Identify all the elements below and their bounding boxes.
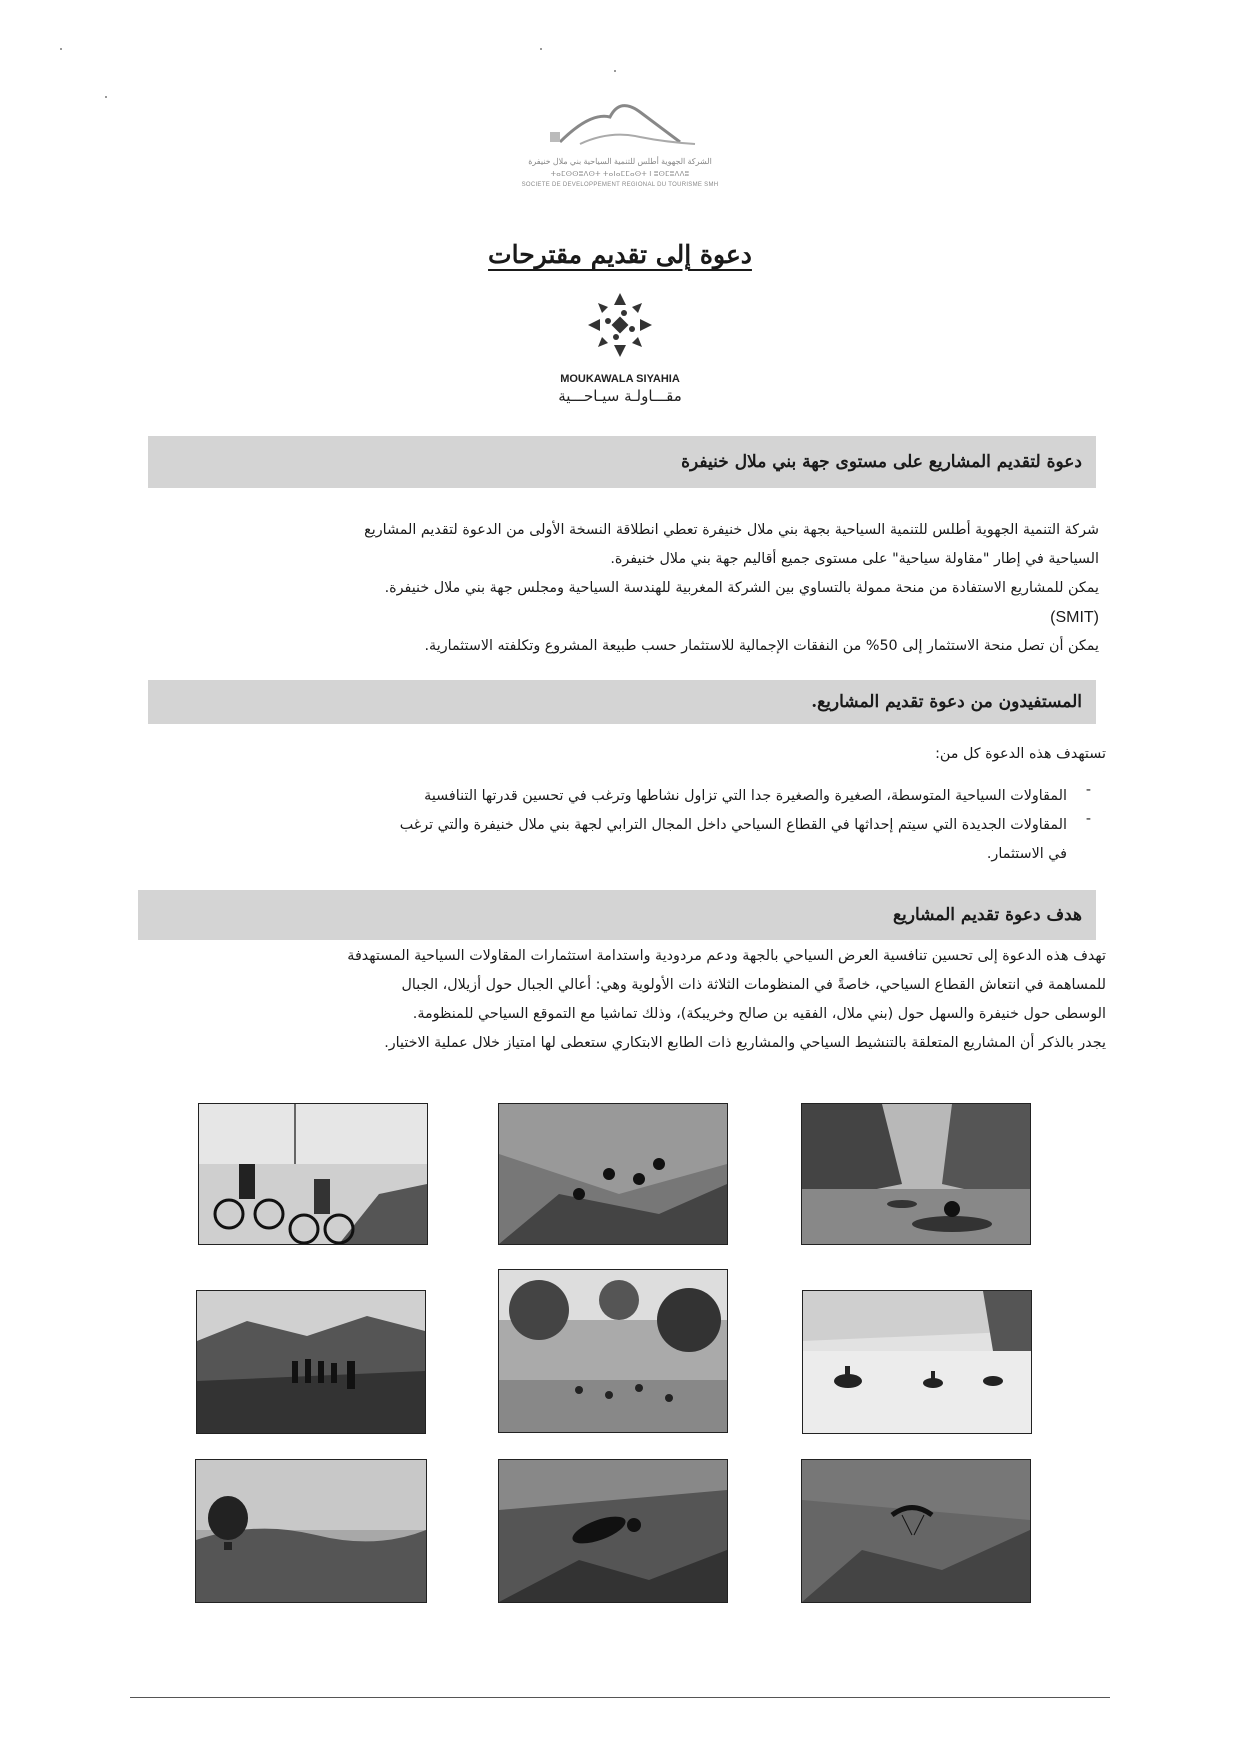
scan-speck: [105, 96, 107, 98]
section-heading-objective: هدف دعوة تقديم المشاريع: [892, 905, 1082, 925]
intro-line: شركة التنمية الجهوية أطلس للتنمية السياحية بجهة بني ملال خنيفرة تعطي انطلاقة النسخة الأولى من الدعوة لتقديم المشاريع: [364, 522, 1099, 538]
logo-line-ar: الشركة الجهوية أطلس للتنمية السياحية بني ملال خنيفرة: [528, 157, 712, 166]
bullet-text: في الاستثمار.: [986, 846, 1067, 862]
cave-diving-photo: [498, 1459, 728, 1603]
organization-logo: [520, 92, 720, 212]
scan-speck: [614, 70, 616, 72]
section-heading-beneficiaries: المستفيدون من دعوة تقديم المشاريع.: [811, 692, 1082, 712]
objective-line: للمساهمة في انتعاش القطاع السياحي، خاصةً في المنظومات الثلاثة ذات الأولوية وهي: أعالي الجبال حول أزيلال، الجبال: [401, 977, 1106, 993]
list-item: [141, 811, 1091, 871]
section-heading-band: [138, 890, 1096, 940]
section-heading-band: [148, 436, 1096, 488]
bullet-text: المقاولات الجديدة التي سيتم إحداثها في القطاع السياحي داخل المجال الترابي لجهة بني ملال خنيفرة والتي ترغب: [399, 817, 1067, 833]
canyoning-photo: [498, 1103, 728, 1245]
bullet-dash: -: [1085, 782, 1091, 798]
footer-divider: [130, 1697, 1110, 1698]
objective-line: يجدر بالذكر أن المشاريع المتعلقة بالتنشيط السياحي والمشاريع ذات الطابع الابتكاري ستعطى لها امتياز خلال عملية الاختيار.: [384, 1035, 1106, 1051]
objective-line: الوسطى حول خنيفرة والسهل حول (بني ملال، الفقيه بن صالح وخريبكة)، وذلك تماشيا مع التموقع السياحي للمنظومة.: [412, 1006, 1106, 1022]
intro-line-smit: (SMIT): [1050, 609, 1099, 626]
brand-name: MOUKAWALA SIYAHIA: [560, 373, 680, 385]
scan-speck: [60, 48, 62, 50]
horse-riding-photo: [802, 1290, 1032, 1434]
moukawala-siyahia-logo: [560, 285, 680, 355]
bullet-dash: -: [1085, 811, 1091, 827]
hiking-group-photo: [196, 1290, 426, 1434]
paragliding-photo: [801, 1459, 1031, 1603]
cycling-photo: [198, 1103, 428, 1245]
beneficiaries-intro: [406, 740, 1106, 769]
objective-line: تهدف هذه الدعوة إلى تحسين تنافسية العرض السياحي بالجهة ودعم مردودية واستدامة استثمارات المقاولات السياحية المستهدفة: [347, 948, 1106, 964]
waterfall-park-photo: [498, 1269, 728, 1433]
bullet-text: المقاولات السياحية المتوسطة، الصغيرة والصغيرة جدا التي تزاول نشاطها وترغب في تحسين قدرتها التنافسية: [424, 788, 1067, 804]
section-heading-intro: دعوة لتقديم المشاريع على مستوى جهة بني ملال خنيفرة: [681, 452, 1082, 472]
logo-line-tifinagh: ⵜⴰⵎⵙⵙⵓⴷⵙⵜ ⵜⴰⵏⴰⵎⵎⴰⵙⵜ ⵏ ⵓⵙⵎⵓⴷⴷⵓ: [550, 171, 690, 178]
hot-air-balloon-photo: [195, 1459, 427, 1603]
intro-line: يمكن أن تصل منحة الاستثمار إلى 50% من النفقات الإجمالية للاستثمار حسب طبيعة المشروع وتكلفته الاستثمارية.: [424, 638, 1099, 654]
intro-line: يمكن للمشاريع الاستفادة من منحة ممولة بالتساوي بين الشركة المغربية للهندسة السياحية ومجلس جهة بني ملال خنيفرة.: [384, 580, 1099, 596]
intro-line: السياحية في إطار "مقاولة سياحية" على مستوى جميع أقاليم جهة بني ملال خنيفرة.: [610, 551, 1099, 567]
intro-paragraph: [159, 516, 1099, 661]
page-title: دعوة إلى تقديم مقترحات: [488, 240, 752, 269]
section-heading-band: [148, 680, 1096, 724]
mountain-logo-icon: [520, 92, 720, 152]
star-pattern-logo-icon: [560, 285, 680, 365]
objective-paragraph: [146, 942, 1106, 1058]
kayaking-photo: [801, 1103, 1031, 1245]
brand-name-ar: مقـــاولـة سيـاحـــية: [558, 387, 682, 405]
beneficiaries-intro-text: تستهدف هذه الدعوة كل من:: [935, 746, 1106, 762]
logo-line-fr: SOCIETE DE DEVELOPPEMENT REGIONAL DU TOURISME SMH: [521, 182, 719, 188]
scan-speck: [540, 48, 542, 50]
